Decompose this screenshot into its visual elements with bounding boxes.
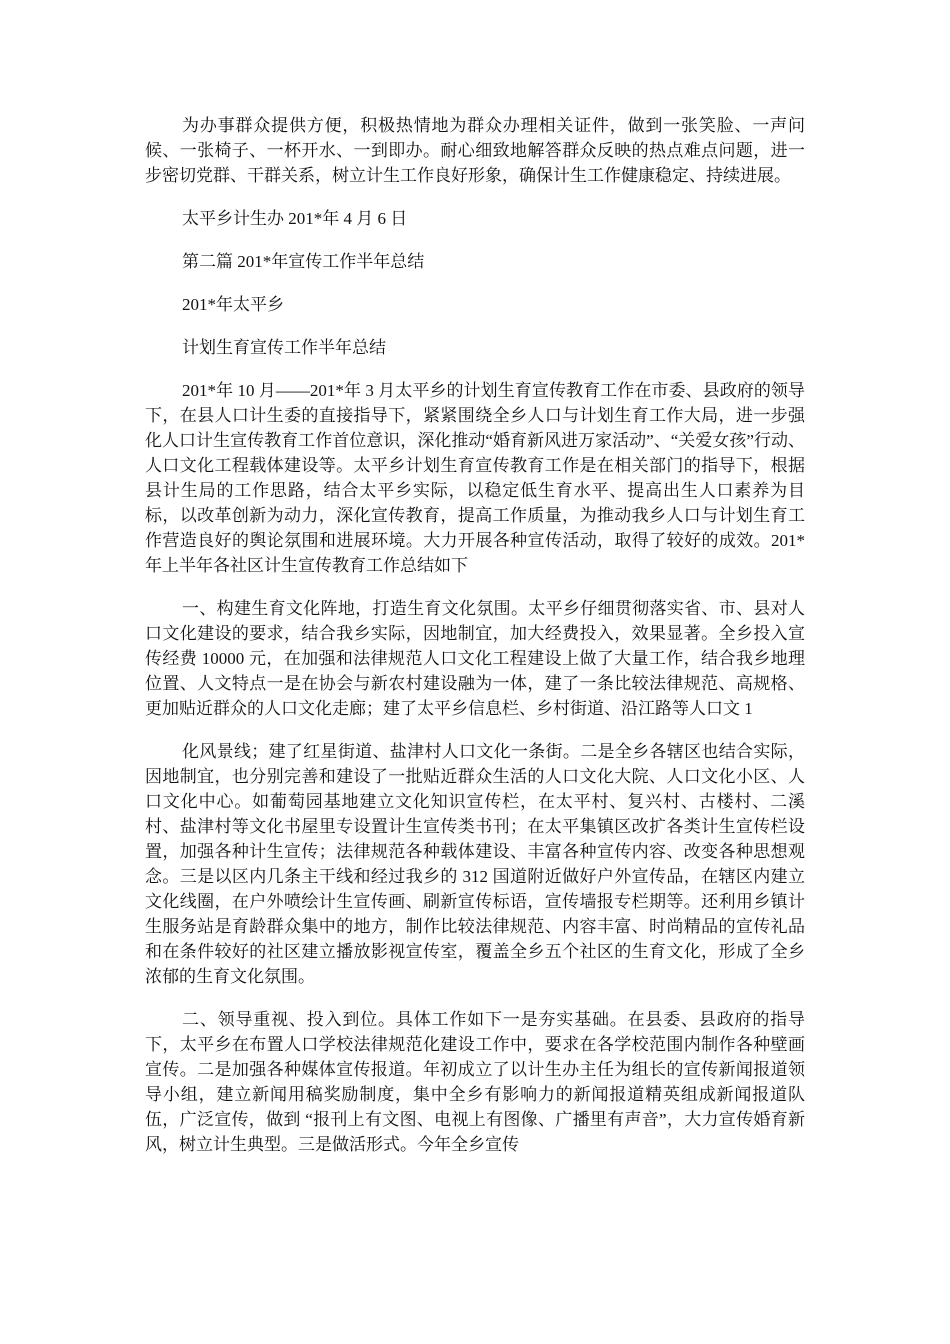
section-title: 第二篇 201*年宣传工作半年总结 [182,252,425,271]
report-title: 计划生育宣传工作半年总结 [182,338,386,357]
signature-date: 太平乡计生办 201*年 4 月 6 日 [182,209,408,228]
report-year-heading: 201*年太平乡 [182,295,284,314]
paragraph-section-one-continued: 化风景线；建了红星街道、盐津村人口文化一条街。二是全乡各辖区也结合实际，因地制宜，也分别完善和建设了一批贴近群众生活的人口文化大院、人口文化小区、人口文化中心。如葡萄园基地建立文化知识宣传栏，在太平村、复兴村、古楼村、二溪村、盐津村等文化书屋里专设置计生宣传类书刊；在太平集镇区改扩各类计生宣传栏设置，加强各种计生宣传；法律规范各种载体建设、丰富各种宣传内容、改变各种思想观念。三是以区内几条主干线和经过我乡的 312 国道附近做好户外宣传品，在辖区内建立文化线圈，在户外喷绘计生宣传画、刷新宣传标语，宣传墙报专栏期等。还利用乡镇计生服务站是育龄群众集中的地方，制作比较法律规范、内容丰富、时尚精品的宣传礼品和在条件较好的社区建立播放影视宣传室，覆盖全乡五个社区的生育文化，形成了全乡浓郁的生育文化氛围。 [145,742,805,986]
paragraph-intro: 201*年 10 月——201*年 3 月太平乡的计划生育宣传教育工作在市委、县政府的领导下，在县人口计生委的直接指导下，紧紧围绕全乡人口与计划生育工作大局，进一步强化人口计生宣传教育工作首位意识，深化推动“婚育新风进万家活动”、“关爱女孩”行动、人口文化工程载体建设等。太平乡计划生育宣传教育工作是在相关部门的指导下，根据县计生局的工作思路，结合太平乡实际，以稳定低生育水平、提高出生人口素养为目标，以改革创新为动力，深化宣传教育，提高工作质量，为推动我乡人口与计划生育工作营造良好的舆论氛围和进展环境。大力开展各种宣传活动，取得了较好的成效。201*年上半年各社区计生宣传教育工作总结如下 [145,381,805,575]
paragraph-service: 为办事群众提供方便，积极热情地为群众办理相关证件，做到一张笑脸、一声问候、一张椅子、一杯开水、一到即办。耐心细致地解答群众反映的热点难点问题，进一步密切党群、干群关系，树立计生工作良好形象，确保计生工作健康稳定、持续进展。 [145,116,805,185]
paragraph-section-one: 一、构建生育文化阵地，打造生育文化氛围。太平乡仔细贯彻落实省、市、县对人口文化建设的要求，结合我乡实际，因地制宜，加大经费投入，效果显著。全乡投入宣传经费 10000 元，在加强和法律规范人口文化工程建设上做了大量工作，结合我乡地理位置、人文特点一是在协会与新农村建设融为一体，建了一条比较法律规范、高规格、更加贴近群众的人口文化走廊；建了太平乡信息栏、乡村街道、沿江路等人口文 1 [145,599,805,718]
paragraph-section-two: 二、领导重视、投入到位。具体工作如下一是夯实基础。在县委、县政府的指导下，太平乡在布置人口学校法律规范化建设工作中，要求在各学校范围内制作各种壁画宣传。二是加强各种媒体宣传报道。年初成立了以计生办主任为组长的宣传新闻报道领导小组，建立新闻用稿奖励制度，集中全乡有影响力的新闻报道精英组成新闻报道队伍，广泛宣传，做到 “报刊上有文图、电视上有图像、广播里有声音”，大力宣传婚育新风，树立计生典型。三是做活形式。今年全乡宣传 [145,1010,805,1154]
document-page [145,113,805,1175]
